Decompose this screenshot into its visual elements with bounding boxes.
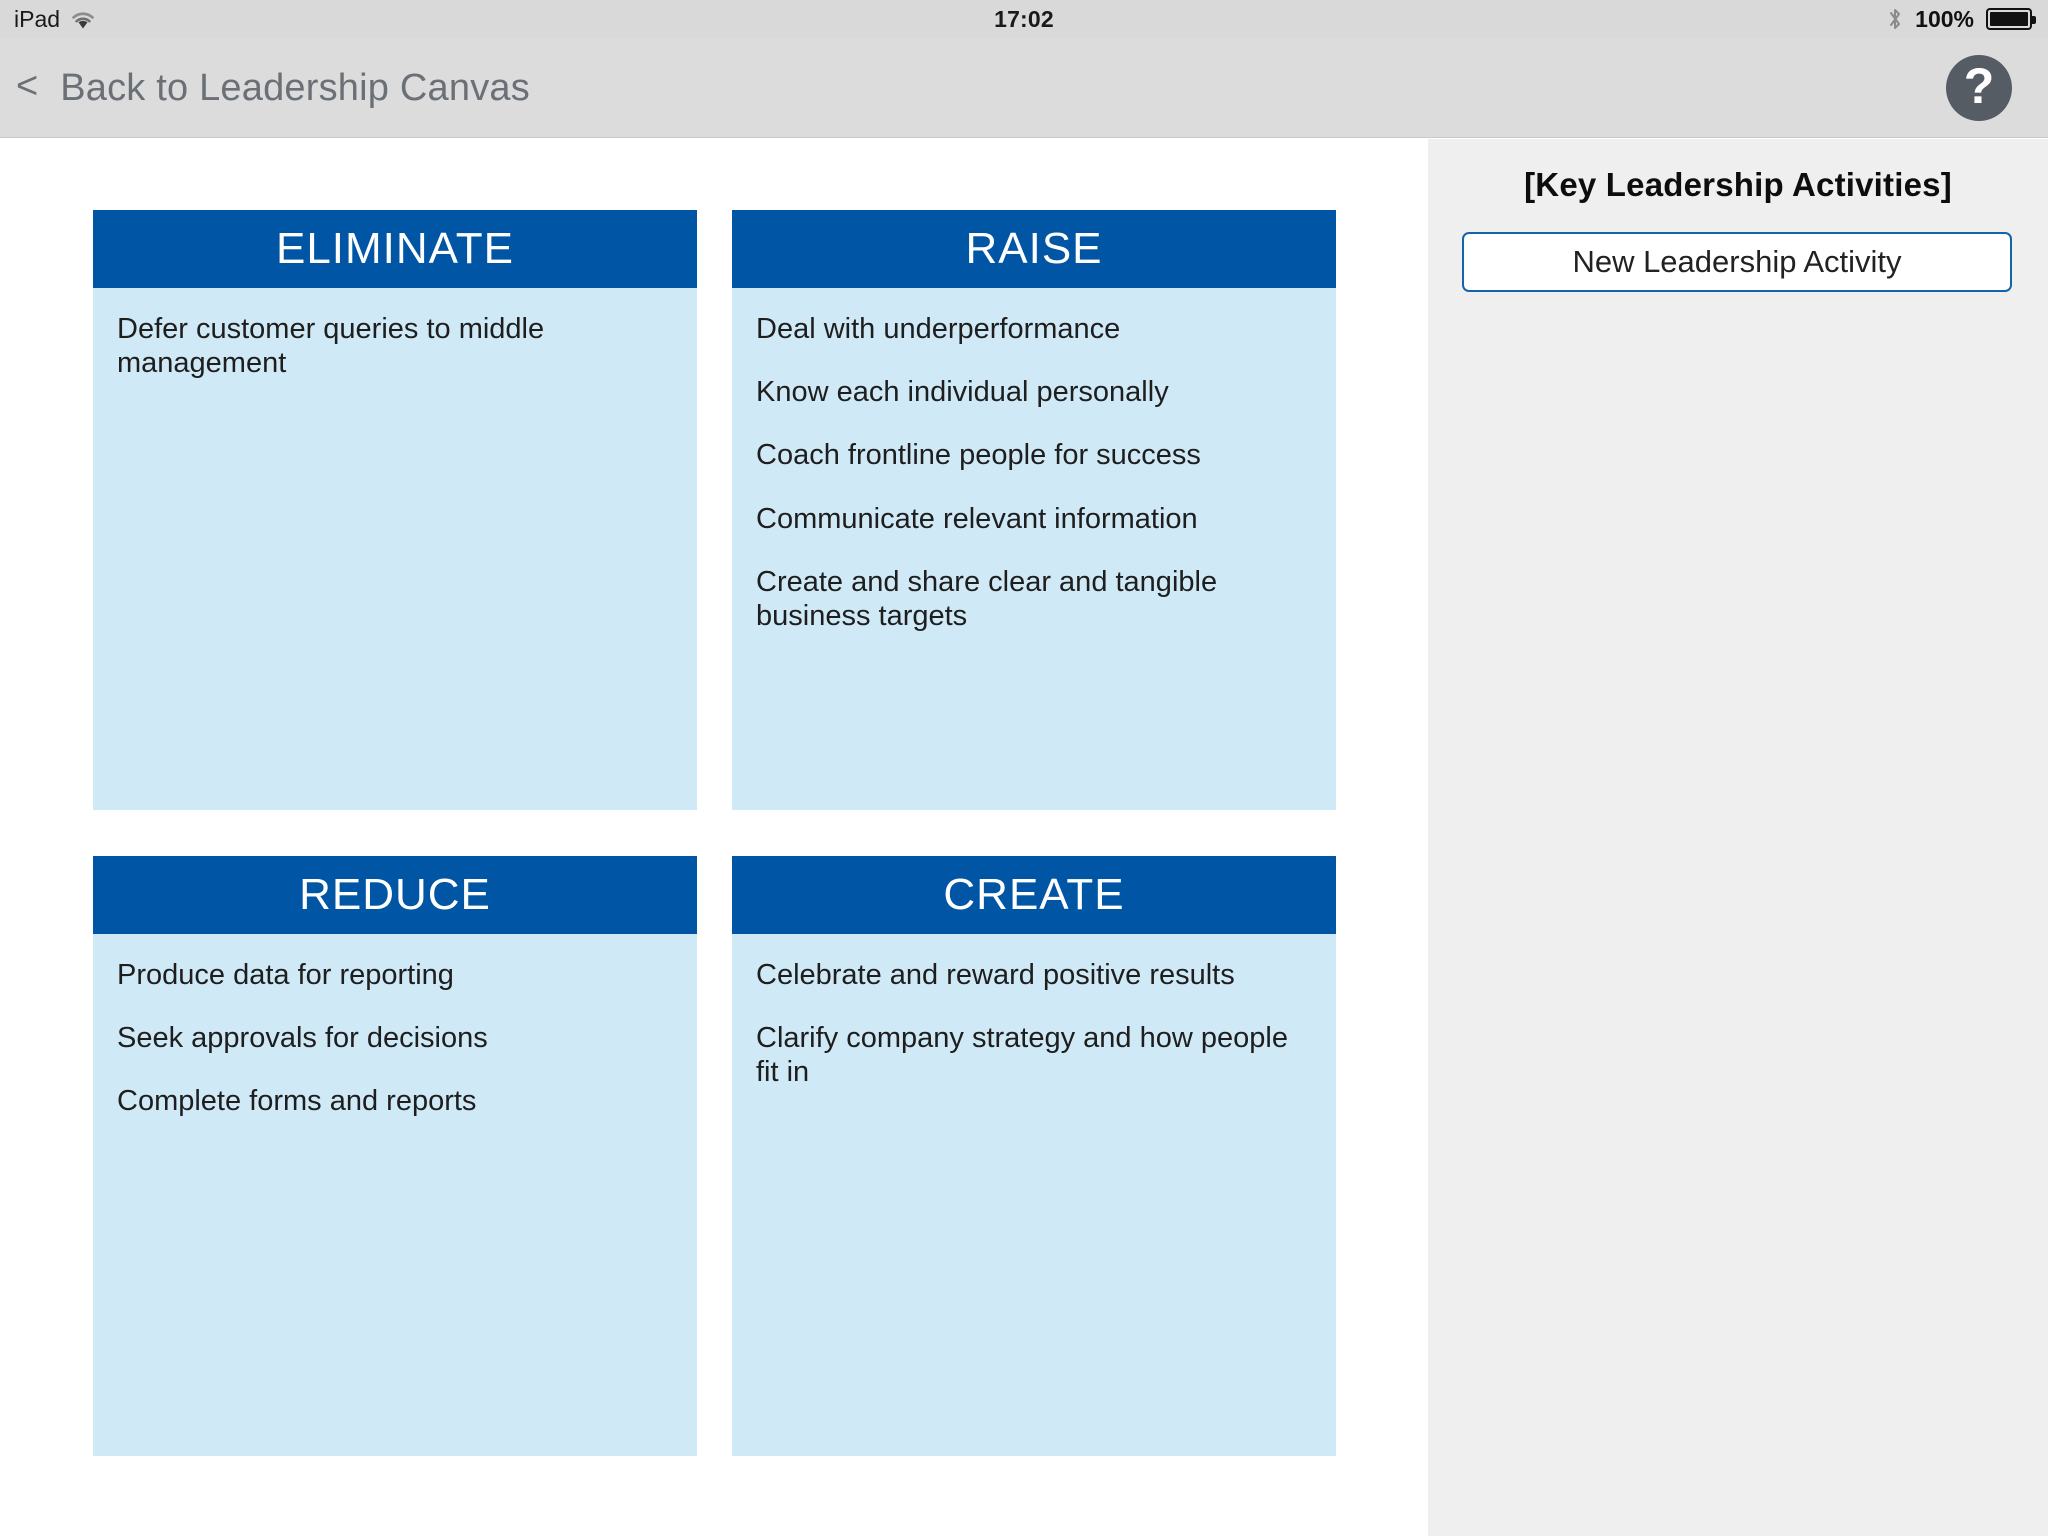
new-leadership-activity-label: New Leadership Activity: [1572, 244, 1902, 279]
back-button-label: Back to Leadership Canvas: [60, 66, 530, 109]
list-item[interactable]: Deal with underperformance: [756, 313, 1121, 345]
status-bar-right: [1887, 6, 2032, 33]
navigation-bar: [0, 38, 2048, 138]
list-item[interactable]: Clarify company strategy and how people fit in: [756, 1022, 1288, 1089]
list-item[interactable]: Celebrate and reward positive results: [756, 959, 1235, 991]
card-header-eliminate: [93, 210, 697, 288]
card-reduce[interactable]: [93, 856, 697, 1456]
card-header-raise: [732, 210, 1336, 288]
clock-label: 17:02: [994, 5, 1054, 32]
leadership-canvas-area: [0, 139, 1428, 1536]
list-item[interactable]: Complete forms and reports: [117, 1085, 477, 1118]
card-create[interactable]: [732, 856, 1336, 1456]
card-header-reduce: [93, 856, 697, 934]
card-body-create: [732, 934, 1336, 1456]
list-item[interactable]: Know each individual personally: [756, 376, 1169, 409]
ios-status-bar: [0, 0, 2048, 38]
back-to-leadership-canvas-button[interactable]: [16, 38, 530, 138]
card-title-raise: RAISE: [965, 224, 1103, 273]
list-item[interactable]: Produce data for reporting: [117, 959, 454, 991]
card-raise[interactable]: [732, 210, 1336, 810]
card-body-reduce: [93, 934, 697, 1456]
list-item[interactable]: Seek approvals for decisions: [117, 1022, 488, 1055]
card-title-reduce: REDUCE: [299, 870, 491, 919]
card-body-raise: [732, 288, 1336, 810]
canvas-card-grid: [93, 210, 1336, 1456]
carrier-label: iPad: [14, 5, 61, 32]
card-title-create: CREATE: [943, 870, 1125, 919]
battery-full-icon: [1986, 8, 2032, 30]
card-header-create: [732, 856, 1336, 934]
list-item[interactable]: Communicate relevant information: [756, 502, 1198, 535]
list-item[interactable]: Create and share clear and tangible business targets: [756, 565, 1218, 633]
question-mark-icon: ?: [1963, 57, 1995, 114]
new-leadership-activity-button[interactable]: [1462, 232, 2012, 292]
panel-title: [Key Leadership Activities]: [1524, 166, 1952, 203]
list-item[interactable]: Coach frontline people for success: [756, 439, 1201, 472]
help-button[interactable]: [1946, 55, 2012, 121]
list-item[interactable]: Defer customer queries to middle management: [117, 313, 545, 380]
battery-percent-label: 100%: [1915, 5, 1974, 32]
card-title-eliminate: ELIMINATE: [275, 224, 514, 273]
main-content: [0, 139, 2048, 1536]
chevron-left-icon: <: [16, 65, 39, 107]
key-leadership-activities-panel: [1428, 139, 2048, 1536]
card-eliminate[interactable]: [93, 210, 697, 810]
card-body-eliminate: [93, 288, 697, 810]
bluetooth-icon: [1887, 7, 1903, 31]
